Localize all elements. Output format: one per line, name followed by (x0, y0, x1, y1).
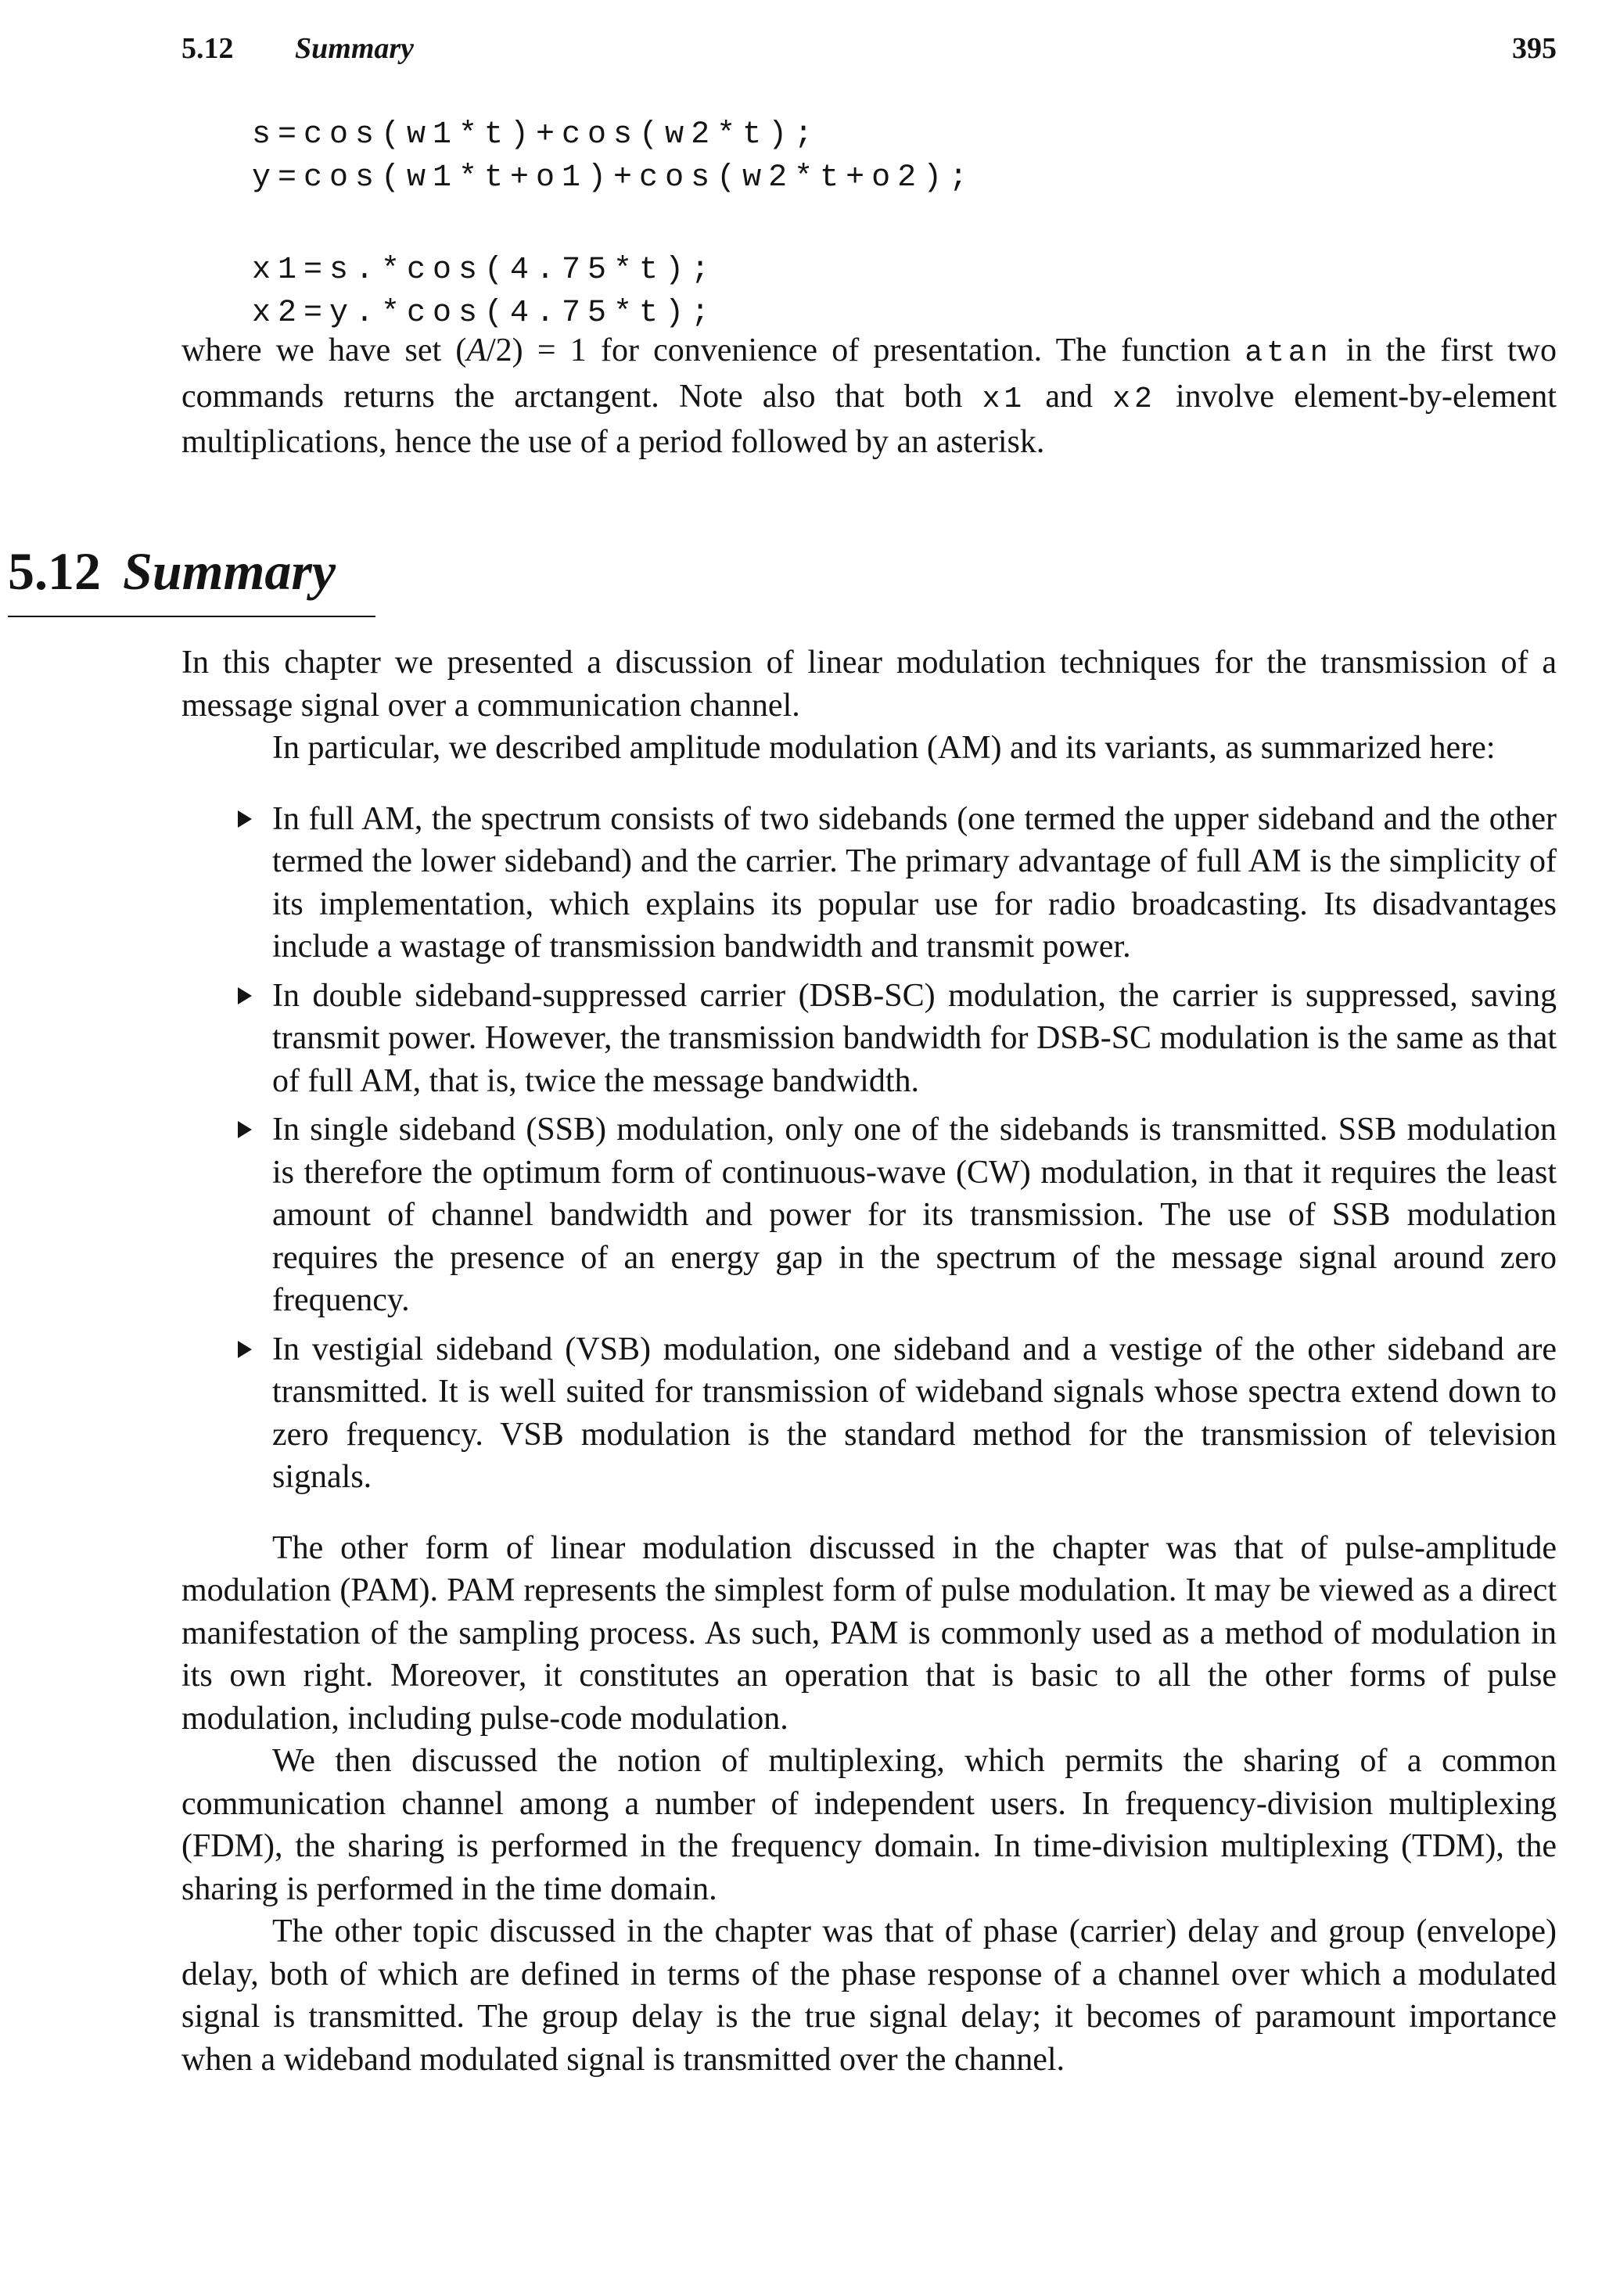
list-item (181, 975, 1557, 1103)
bullet-triangle-icon (238, 987, 252, 1004)
section-number: 5.12 (8, 541, 101, 601)
section-heading (8, 536, 336, 606)
paragraph-pam: The other form of linear modulation discussed in the chapter was that of pulse-amplitude modulation (PAM). PAM represents the simplest form of pulse modulation. It may be viewed as a direct manifestation of the sampling process. As such, PAM is commonly used as a method of modulation in its own right. Moreover, it constitutes an operation that is basic to all the other forms of pulse modulation, including pulse-code modulation. (181, 1529, 1557, 1737)
inline-code-atan: atan (1245, 336, 1332, 370)
code-block-signals (252, 113, 1347, 199)
list-item-text: In double sideband-suppressed carrier (DSB-SC) modulation, the carrier is suppressed, saving transmit power. However, the transmission bandwidth for DSB-SC modulation is the same as that of full AM, that is, twice the message bandwidth. (272, 977, 1557, 1099)
text-run: and (1025, 378, 1113, 415)
paragraph-delay: The other topic discussed in the chapter was that of phase (carrier) delay and group (envelope) delay, both of which are defined in terms of the phase response of a channel over which a modulated signal is transmitted. The group delay is the true signal delay; it becomes of paramount importance when a wideband modulated signal is transmitted over the channel. (181, 1913, 1557, 2078)
summary-body (181, 641, 1557, 2081)
code-line: x2=y.*cos(4.75*t); (252, 296, 717, 331)
inline-code-x2: x2 (1112, 382, 1156, 416)
text-run: involve element-by-element multiplications, hence the use of a period followed by an asterisk. (181, 378, 1557, 460)
page-number: 395 (1512, 32, 1557, 65)
running-head (181, 31, 1557, 78)
inline-code-x1: x1 (982, 382, 1026, 416)
text-run: where we have set ( (181, 332, 467, 368)
list-item (181, 1108, 1557, 1322)
explanation-paragraph (181, 329, 1557, 464)
math-variable: A (466, 332, 487, 368)
code-line: x1=s.*cos(4.75*t); (252, 253, 717, 288)
modulation-list (181, 798, 1557, 1499)
text-run: /2) = 1 for convenience of presentation. The function (487, 332, 1245, 368)
paragraph-multiplexing: We then discussed the notion of multiplexing, which permits the sharing of a common communication channel among a number of independent users. In frequency-division multiplexing (FDM), the sharing is performed in the frequency domain. In time-division multiplexing (TDM), the sharing is performed in the time domain. (181, 1743, 1557, 1907)
paragraph-intro: In this chapter we presented a discussion of linear modulation techniques for the transmission of a message signal over a communication channel. (181, 645, 1557, 724)
bullet-triangle-icon (238, 1121, 252, 1138)
section-title: Summary (123, 541, 336, 601)
text-run: in the first two commands returns the arctangent. Note also that both (181, 332, 1557, 415)
list-item (181, 1328, 1557, 1499)
list-item-text: In full AM, the spectrum consists of two sidebands (one termed the upper sideband and the other termed the lower sideband) and the carrier. The primary advantage of full AM is the simplicity of its implementation, which explains its popular use for radio broadcasting. Its disadvantages include a wastage of transmission bandwidth and transmit power. (272, 800, 1557, 965)
code-block-products (252, 249, 1347, 335)
list-item-text: In single sideband (SSB) modulation, only one of the sidebands is transmitted. SSB modulation is therefore the optimum form of continuous-wave (CW) modulation, in that it requires the least amount of channel bandwidth and power for its transmission. The use of SSB modulation requires the presence of an energy gap in the spectrum of the message signal around zero frequency. (272, 1112, 1557, 1318)
paragraph-particular: In particular, we described amplitude modulation (AM) and its variants, as summarized here: (272, 730, 1496, 766)
list-item-text: In vestigial sideband (VSB) modulation, one sideband and a vestige of the other sideband are transmitted. It is well suited for transmission of wideband signals whose spectra extend down to zero frequency. VSB modulation is the standard method for the transmission of television signals. (272, 1331, 1557, 1495)
running-head-section-title: Summary (295, 32, 415, 65)
bullet-triangle-icon (238, 1341, 252, 1358)
code-line: y=cos(w1*t+o1)+cos(w2*t+o2); (252, 160, 975, 196)
code-line: s=cos(w1*t)+cos(w2*t); (252, 117, 821, 153)
running-head-section-number: 5.12 (181, 32, 234, 65)
bullet-triangle-icon (238, 810, 252, 828)
list-item (181, 798, 1557, 968)
heading-rule (8, 616, 375, 617)
